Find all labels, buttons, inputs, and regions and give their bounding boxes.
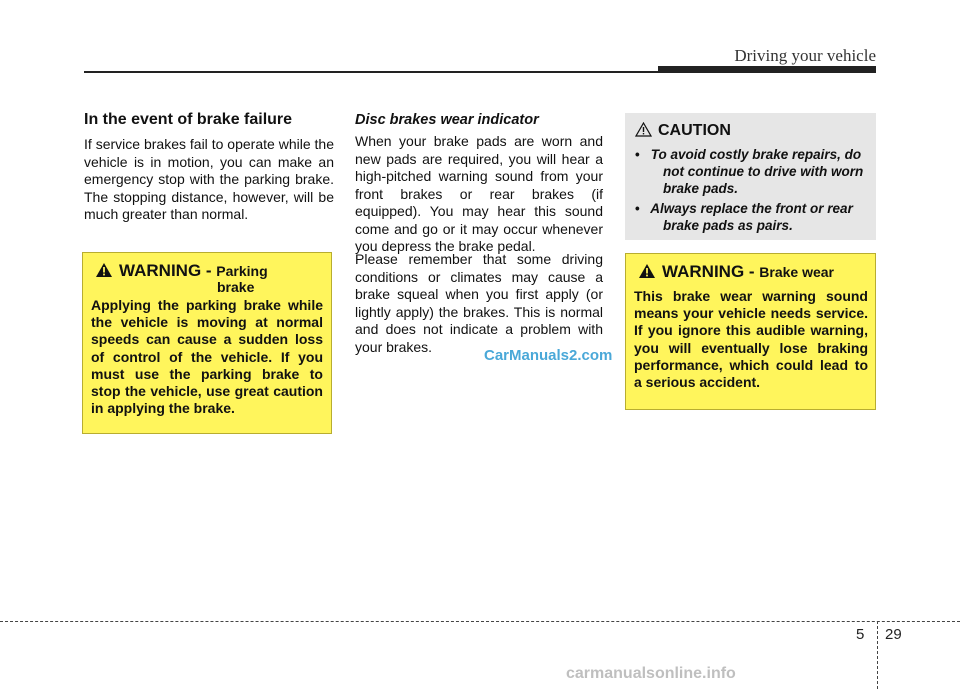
warning-heading [95, 261, 268, 295]
watermark-text: CarManuals2.com [484, 347, 613, 364]
caution-item-text: To avoid costly brake repairs, do not continue to drive with worn brake pads. [650, 147, 864, 196]
warning-triangle-icon [638, 263, 656, 279]
warning-body: Applying the parking brake while the vehicle is moving at normal speeds can cause a sudden loss of control of the vehicle. If you must use the parking brake to stop the vehicle, use great caution in applying the brake. [91, 297, 323, 417]
caution-triangle-icon [635, 122, 652, 137]
warning-box-parking-brake [82, 252, 332, 434]
warning-label: WARNING - [662, 262, 760, 281]
running-header: Driving your vehicle [734, 46, 876, 65]
header-rule-accent [658, 66, 876, 73]
footer-watermark: carmanualsonline.info [566, 665, 736, 682]
disc-brakes-paragraph-1: When your brake pads are worn and new pads are required, you will hear a high-pitched warning sound from your front brakes or rear brakes (if equipped). You may hear this sound come and go or it may occur whenever you depress the brake pedal. [355, 133, 603, 254]
warning-box-brake-wear [625, 253, 876, 410]
warning-topic-line1: Parking [216, 263, 268, 279]
caution-label: CAUTION [658, 122, 731, 139]
caution-box [625, 113, 876, 240]
caution-heading [635, 122, 731, 140]
warning-label: WARNING - [119, 261, 217, 280]
page-number: 29 [885, 626, 902, 643]
footer-divider [877, 621, 878, 689]
warning-triangle-icon [95, 262, 113, 278]
disc-brakes-paragraph-2: Please remember that some driving conditions or climates may cause a brake squeal when you first apply (or lightly apply) the brakes. This is normal and does not indicate a problem with your brakes. [355, 251, 603, 355]
section-heading-brake-failure: In the event of brake failure [84, 111, 293, 128]
caution-item [635, 146, 869, 197]
warning-body: This brake wear warning sound means your vehicle needs service. If you ignore this audible warning, you will eventually lose braking performance, which could lead to a serious accident. [634, 288, 868, 391]
caution-item [635, 200, 869, 234]
caution-item-text: Always replace the front or rear brake pads as pairs. [650, 201, 853, 233]
header-rule [84, 71, 658, 73]
footer-rule [0, 621, 960, 622]
brake-failure-paragraph: If service brakes fail to operate while the vehicle is in motion, you can make an emergency stop with the parking brake. The stopping distance, however, will be much greater than normal. [84, 136, 334, 222]
bullet-icon: • [635, 147, 640, 162]
section-heading-disc-brakes: Disc brakes wear indicator [355, 112, 539, 128]
bullet-icon: • [635, 201, 640, 216]
warning-topic-line2: brake [217, 279, 255, 295]
caution-list [635, 146, 869, 237]
warning-heading [638, 262, 834, 282]
page-section-number: 5 [856, 626, 865, 643]
warning-topic: Brake wear [759, 264, 834, 280]
